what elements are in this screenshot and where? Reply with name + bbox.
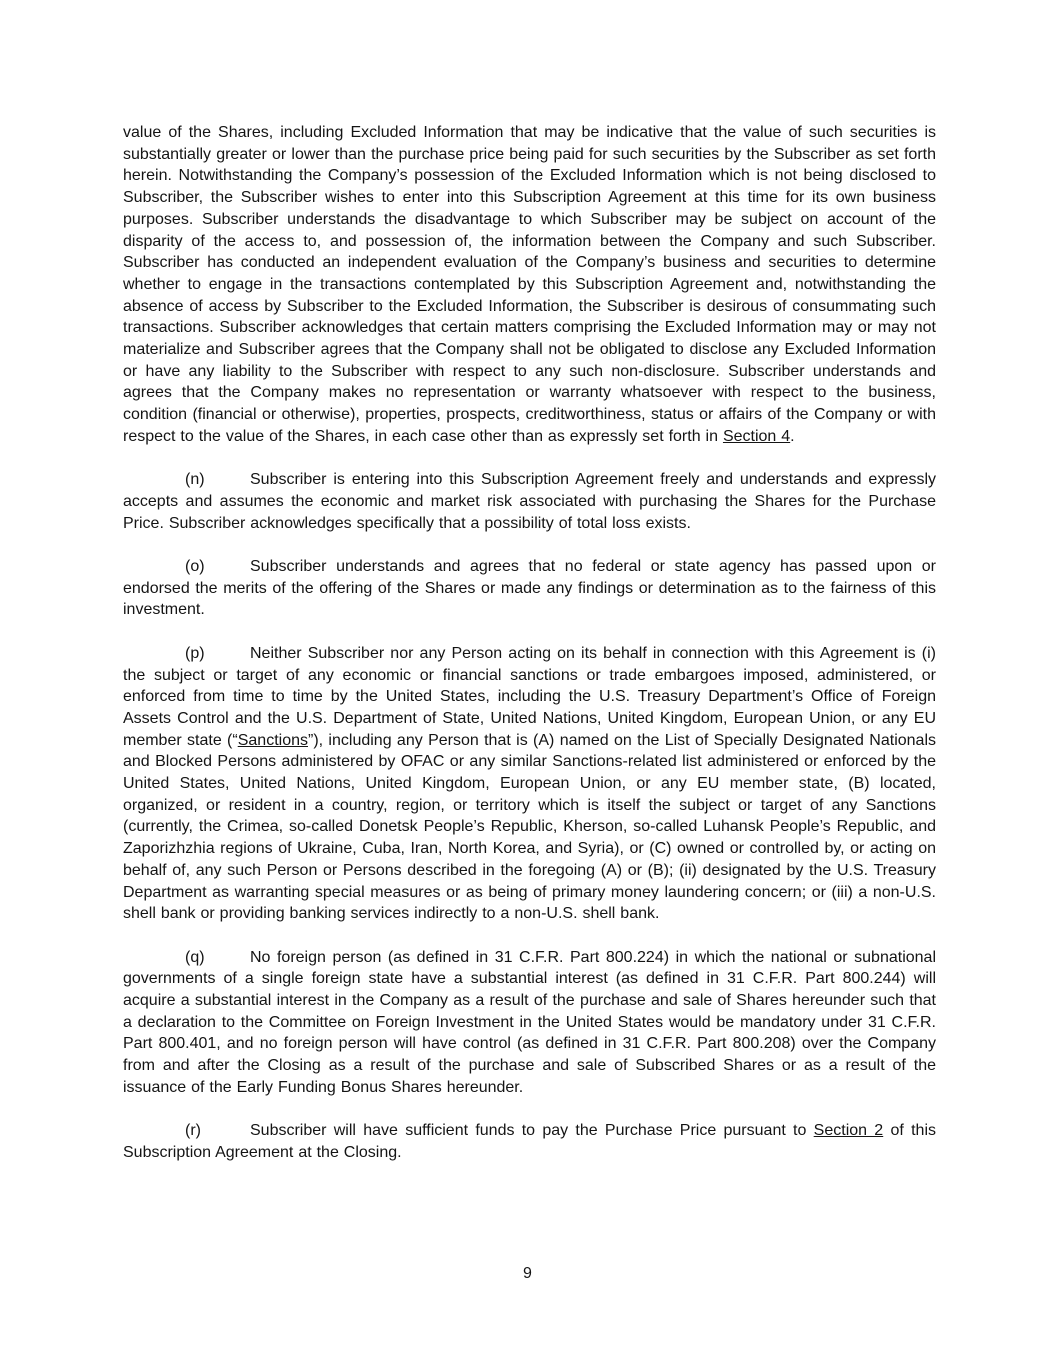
document-body [123,122,936,1185]
paragraph-r-label: (r) [185,1122,201,1140]
paragraph-n-label: (n) [185,471,205,489]
paragraph-text: Subscriber will have sufficient funds to pay the Purchase Price pursuant to [250,1122,814,1140]
paragraph-text: Neither Subscriber nor any Person acting on its behalf in connection with this Agreement is (i) the subject or target of any economic or financial sanctions or trade embargoes imposed, administered, or enforced from time to time by the United States, including the U.S. Treasury Department’s Office of Foreign Assets Control and the U.S. Department of State, United Nations, United Kingdom, European Union, or any EU member state (“ [123,644,936,749]
paragraph-text: of this Subscription Agreement at the Closing. [123,1122,937,1161]
paragraph-p [123,643,936,925]
paragraph-q-label: (q) [185,948,205,966]
section-2-reference: Section 2 [813,1122,884,1140]
section-4-reference: Section 4 [722,427,791,445]
paragraph-o-label: (o) [185,558,205,576]
sanctions-defined-term: Sanctions [237,731,308,749]
paragraph-continuation [123,122,936,448]
paragraph-text: No foreign person (as defined in 31 C.F.R. Part 800.224) in which the national or subnational governments of a single foreign state have a substantial interest (as defined in 31 C.F.R. Part 800.244) will acquire a substantial interest in the Company as a result of the purchase and sale of Shares hereunder such that a declaration to the Committee on Foreign Investment in the United States would be mandatory under 31 C.F.R. Part 800.401, and no foreign person will have control (as defined in 31 C.F.R. Part 800.208) over the Company from and after the Closing as a result of the purchase and sale of Subscribed Shares or as a result of the issuance of the Early Funding Bonus Shares hereunder. [123,948,936,1096]
paragraph-o [123,556,936,621]
paragraph-r [123,1120,936,1163]
paragraph-text: value of the Shares, including Excluded Information that may be indicative that the value of such securities is substantially greater or lower than the purchase price being paid for such securities by the Subscriber as set forth herein. Notwithstanding the Company’s possession of the Excluded Information which is not being disclosed to Subscriber, the Subscriber wishes to enter into this Subscription Agreement at this time for its own business purposes. Subscriber understands the disadvantage to which Subscriber may be subject on account of the disparity of the access to, and possession of, the information between the Company and such Subscriber. Subscriber has conducted an independent evaluation of the Company’s business and securities to determine whether to engage in the transactions contemplated by this Subscription Agreement and, notwithstanding the absence of access by Subscriber to the Excluded Information, the Subscriber is desirous of consummating such transactions. Subscriber acknowledges that certain matters comprising the Excluded Information may or may not materialize and Subscriber agrees that the Company shall not be obligated to disclose any Excluded Information or have any liability to the Subscriber with respect to any such non-disclosure. Subscriber understands and agrees that the Company makes no representation or warranty whatsoever with respect to the business, condition (financial or otherwise), properties, prospects, creditworthiness, status or affairs of the Company or with respect to the value of the Shares, in each case other than as expressly set forth in [123,124,936,445]
paragraph-q [123,947,936,1099]
paragraph-text: Subscriber is entering into this Subscription Agreement freely and understands and expressly accepts and assumes the economic and market risk associated with purchasing the Shares for the Purchase Price. Subscriber acknowledges specifically that a possibility of total loss exists. [123,471,936,532]
paragraph-text: . [790,427,795,445]
page-number: 9 [523,1265,532,1282]
paragraph-text: ”), including any Person that is (A) named on the List of Specially Designated Nationals and Blocked Persons administered by OFAC or any similar Sanctions-related list administered or enforced by the United States, United Nations, United Kingdom, European Union, or any EU member state, (B) located, organized, or resident in a country, region, or territory which is itself the subject or target of any Sanctions (currently, the Crimea, so-called Donetsk People’s Republic, Kherson, so-called Luhansk People’s Republic, and Zaporizhzhia regions of Ukraine, Cuba, Iran, North Korea, and Syria), or (C) owned or controlled by, or acting on behalf of, any such Person or Persons described in the foregoing (A) or (B); (ii) designated by the U.S. Treasury Department as warranting special measures or as being of primary money laundering concern; or (iii) a non-U.S. shell bank or providing banking services indirectly to a non-U.S. shell bank. [123,731,936,923]
paragraph-p-label: (p) [185,644,205,662]
paragraph-n [123,469,936,534]
paragraph-text: Subscriber understands and agrees that no federal or state agency has passed upon or endorsed the merits of the offering of the Shares or made any findings or determination as to the fairness of this investment. [123,558,936,619]
